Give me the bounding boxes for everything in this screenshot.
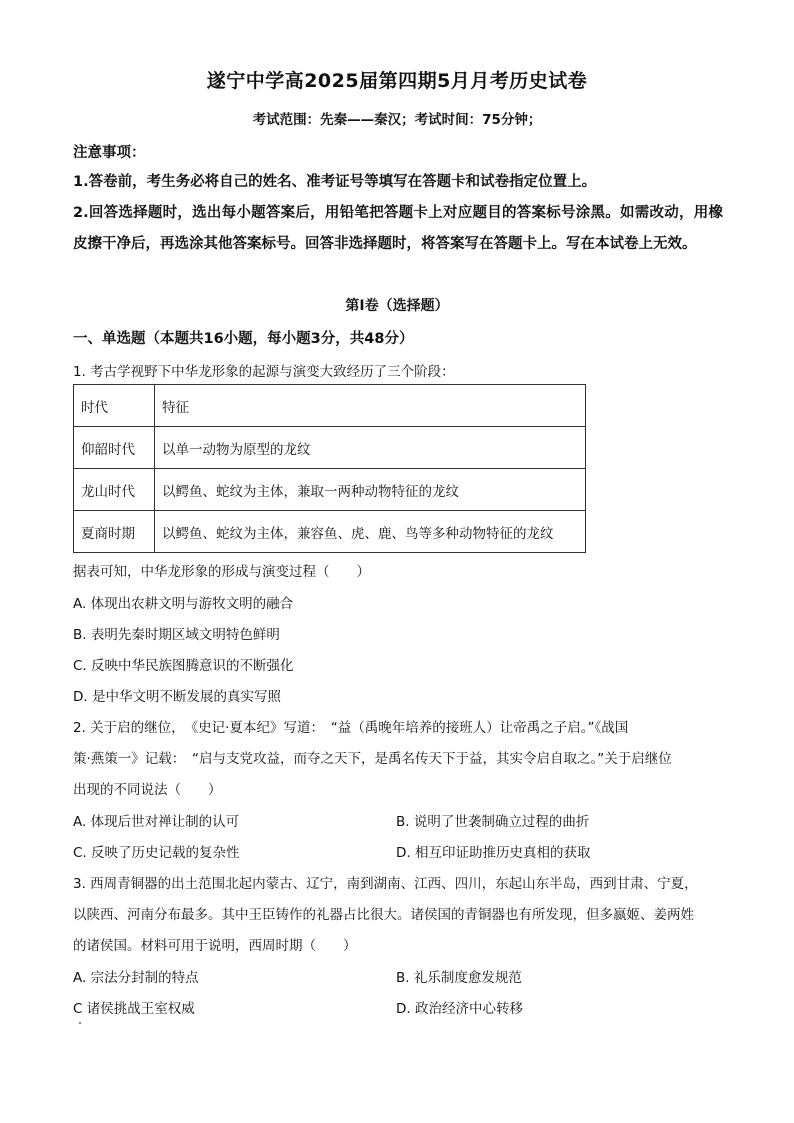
table-cell: 夏商时期 xyxy=(74,511,155,553)
part-title: 一、单选题（本题共16小题，每小题3分，共48分） xyxy=(73,331,414,347)
table-row xyxy=(74,427,586,469)
q2-option-a: A. 体现后世对禅让制的认可 xyxy=(73,814,240,830)
exam-title: 遂宁中学高2025届第四期5月月考历史试卷 xyxy=(206,70,588,92)
q1-stem: 1. 考古学视野下中华龙形象的起源与演变大致经历了三个阶段： xyxy=(73,364,455,380)
table-cell: 龙山时代 xyxy=(74,469,155,511)
table-row xyxy=(74,511,586,553)
q3-option-d: D. 政治经济中心转移 xyxy=(396,1001,523,1017)
q2-option-c: C. 反映了历史记载的复杂性 xyxy=(73,845,240,861)
q1-option-b: B. 表明先秦时期区域文明特色鲜明 xyxy=(73,627,280,643)
q2-line-1: 2. 关于启的继位， 《史记·夏本纪》写道： “益（禹晚年培养的接班人）让帝禹之子启。”《战国 xyxy=(73,720,629,736)
table-cell: 以单一动物为原型的龙纹 xyxy=(155,427,586,469)
table-cell: 以鳄鱼、蛇纹为主体，兼容鱼、虎、鹿、鸟等多种动物特征的龙纹 xyxy=(155,511,586,553)
q1-option-d: D. 是中华文明不断发展的真实写照 xyxy=(73,689,281,705)
q3-line-3: 的诸侯国。材料可用于说明，西周时期（ ） xyxy=(73,938,357,954)
q2-line-2: 策·燕策一》记载： “启与支党攻益，而夺之天下，是禹名传天下于益，其实令启自取之。”关于启继位 xyxy=(73,751,672,767)
table-row xyxy=(74,469,586,511)
q3-option-a: A. 宗法分封制的特点 xyxy=(73,970,199,986)
table-header-cell: 时代 xyxy=(74,385,155,427)
q1-question: 据表可知，中华龙形象的形成与演变过程（ ） xyxy=(73,564,370,580)
q3-option-c: C 诸侯挑战王室权威 xyxy=(73,1001,195,1017)
q1-option-a: A. 体现出农耕文明与游牧文明的融合 xyxy=(73,596,294,612)
section-title: 第I卷（选择题） xyxy=(345,298,449,314)
q1-option-c: C. 反映中华民族图腾意识的不断强化 xyxy=(73,658,294,674)
q2-line-3: 出现的不同说法（ ） xyxy=(73,782,222,798)
q3-option-b: B. 礼乐制度愈发规范 xyxy=(396,970,522,986)
table-cell: 仰韶时代 xyxy=(74,427,155,469)
table-header-cell: 特征 xyxy=(155,385,586,427)
stray-mark xyxy=(79,1022,81,1024)
table-header-row xyxy=(74,385,586,427)
notes-heading: 注意事项： xyxy=(73,145,146,161)
exam-subtitle: 考试范围：先秦——秦汉；考试时间：75分钟； xyxy=(252,112,542,128)
note-item-1: 1.答卷前，考生务必将自己的姓名、准考证号等填写在答题卡和试卷指定位置上。 xyxy=(73,174,597,190)
dragon-evolution-table xyxy=(73,384,586,553)
table-cell: 以鳄鱼、蛇纹为主体，兼取一两种动物特征的龙纹 xyxy=(155,469,586,511)
q2-option-b: B. 说明了世袭制确立过程的曲折 xyxy=(396,814,590,830)
q2-option-d: D. 相互印证助推历史真相的获取 xyxy=(396,845,591,861)
q3-line-2: 以陕西、河南分布最多。其中王臣铸作的礼器占比很大。诸侯国的青铜器也有所发现，但多嬴姬、姜两姓 xyxy=(73,907,694,923)
q3-line-1: 3. 西周青铜器的出土范围北起内蒙古、辽宁，南到湖南、江西、四川，东起山东半岛，西到甘肃、宁夏， xyxy=(73,876,698,892)
note-item-2: 2.回答选择题时，选出每小题答案后，用铅笔把答题卡上对应题目的答案标号涂黑。如需改动，用橡皮擦干净后，再选涂其他答案标号。回答非选择题时，将答案写在答题卡上。写在本试卷上无效。 xyxy=(73,205,723,252)
